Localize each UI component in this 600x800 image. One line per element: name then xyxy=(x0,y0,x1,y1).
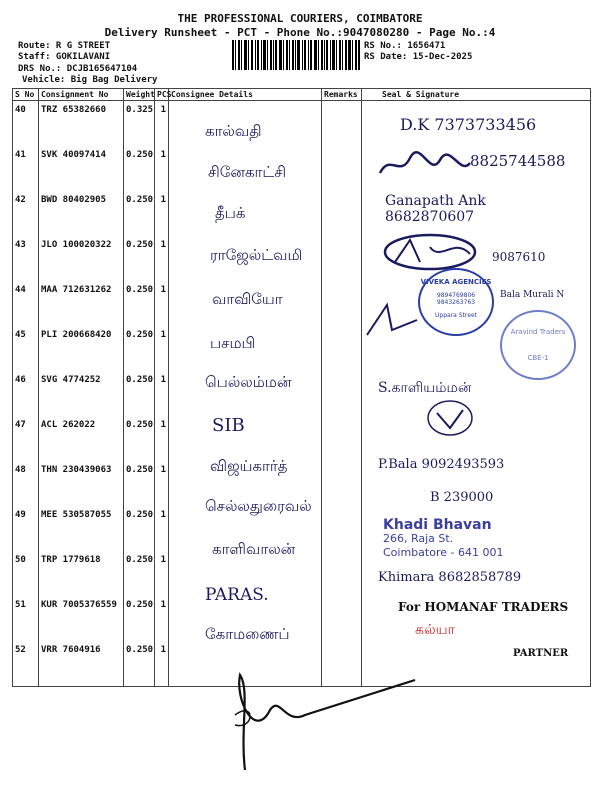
barcode xyxy=(232,40,360,70)
row-pcs: 1 xyxy=(155,551,169,596)
row-remarks xyxy=(322,506,362,551)
runsheet-table xyxy=(12,88,591,687)
row-consignment-no: MEE 530587055 xyxy=(39,506,124,551)
row-pcs: 1 xyxy=(155,461,169,506)
staff-label: Staff: GOKILAVANI xyxy=(18,52,111,62)
row-consignment-no: THN 230439063 xyxy=(39,461,124,506)
signature-51: Khimara 8682858789 xyxy=(378,570,522,585)
row-weight: 0.325 xyxy=(124,101,155,147)
row-weight: 0.250 xyxy=(124,236,155,281)
company-title: THE PROFESSIONAL COURIERS, COIMBATORE xyxy=(177,12,423,25)
row-weight: 0.250 xyxy=(124,371,155,416)
row-weight: 0.250 xyxy=(124,641,155,687)
table-row xyxy=(13,416,591,461)
handwritten-name-45: பசமபி xyxy=(210,334,256,352)
signature-48: P.Bala 9092493593 xyxy=(378,457,505,472)
signature-44: Bala Murali N xyxy=(500,290,565,300)
viveka-agencies-stamp: VIVEKA AGENCIES 9894769806 9843263763 Uppara Street xyxy=(418,268,494,336)
row-seal-signature xyxy=(362,416,591,461)
table-row xyxy=(13,371,591,416)
row-remarks xyxy=(322,101,362,147)
row-sno: 49 xyxy=(13,506,39,551)
col-header-remarks: Remarks xyxy=(322,89,362,101)
table-row xyxy=(13,281,591,326)
row-consignment-no: SVG 4774252 xyxy=(39,371,124,416)
row-weight: 0.250 xyxy=(124,191,155,236)
supervisor-signature xyxy=(215,670,445,780)
row-remarks xyxy=(322,416,362,461)
handwritten-name-52: கோமணைப் xyxy=(205,625,290,643)
row-weight: 0.250 xyxy=(124,281,155,326)
row-remarks xyxy=(322,326,362,371)
row-consignment-no: TRZ 65382660 xyxy=(39,101,124,147)
signature-52: கல்யா xyxy=(415,622,455,638)
runsheet-subtitle: Delivery Runsheet - PCT - Phone No.:9047080280 - Page No.:4 xyxy=(104,26,496,39)
row-remarks xyxy=(322,191,362,236)
handwritten-name-41: சினேகாட்சி xyxy=(208,163,287,181)
row-pcs: 1 xyxy=(155,596,169,641)
handwritten-name-43: ராஜேல்ட்வமி xyxy=(210,246,303,264)
row-sno: 45 xyxy=(13,326,39,371)
handwritten-name-44: வாவியோ xyxy=(212,290,283,308)
row-consignment-no: KUR 7005376559 xyxy=(39,596,124,641)
row-consignment-no: JLO 100020322 xyxy=(39,236,124,281)
signature-42: Ganapath Ank 8682870607 xyxy=(385,193,486,225)
signature-49: B 239000 xyxy=(430,490,494,505)
row-weight: 0.250 xyxy=(124,416,155,461)
row-consignment-no: TRP 1779618 xyxy=(39,551,124,596)
signature-40: D.K 7373733456 xyxy=(400,115,537,134)
row-sno: 40 xyxy=(13,101,39,147)
row-consignment-no: BWD 80402905 xyxy=(39,191,124,236)
row-pcs: 1 xyxy=(155,281,169,326)
row-consignment-no: PLI 200668420 xyxy=(39,326,124,371)
col-header-sno: S No xyxy=(13,89,39,101)
homanaf-traders-stamp: For HOMANAF TRADERS xyxy=(398,600,569,614)
vehicle-label: Vehicle: Big Bag Delivery xyxy=(22,75,158,85)
row-weight: 0.250 xyxy=(124,551,155,596)
handwritten-name-49: செல்லதுரைவல் xyxy=(205,497,312,515)
col-header-seal: Seal & Signature xyxy=(362,89,591,101)
row-pcs: 1 xyxy=(155,371,169,416)
row-remarks xyxy=(322,461,362,506)
row-sno: 43 xyxy=(13,236,39,281)
row-weight: 0.250 xyxy=(124,326,155,371)
signature-47 xyxy=(425,398,475,438)
row-pcs: 1 xyxy=(155,146,169,191)
row-sno: 42 xyxy=(13,191,39,236)
row-sno: 48 xyxy=(13,461,39,506)
row-sno: 52 xyxy=(13,641,39,687)
khadi-bhavan-stamp: Khadi Bhavan 266, Raja St. Coimbatore - 641 001 xyxy=(383,517,504,559)
handwritten-name-47: SIB xyxy=(212,415,245,436)
row-pcs: 1 xyxy=(155,506,169,551)
row-pcs: 1 xyxy=(155,326,169,371)
handwritten-name-48: விஜய்கார்த் xyxy=(210,457,288,475)
row-weight: 0.250 xyxy=(124,461,155,506)
drs-label: DRS No.: DCJB165647104 xyxy=(18,64,138,74)
row-pcs: 1 xyxy=(155,641,169,687)
row-remarks xyxy=(322,551,362,596)
row-sno: 47 xyxy=(13,416,39,461)
row-remarks xyxy=(322,596,362,641)
row-pcs: 1 xyxy=(155,191,169,236)
row-consignment-no: VRR 7604916 xyxy=(39,641,124,687)
rs-no-label: RS No.: 1656471 xyxy=(364,41,446,51)
row-pcs: 1 xyxy=(155,236,169,281)
row-remarks xyxy=(322,281,362,326)
route-label: Route: R G STREET xyxy=(18,41,111,51)
row-consignment-no: ACL 262022 xyxy=(39,416,124,461)
row-consignment-no: MAA 712631262 xyxy=(39,281,124,326)
row-consignment-no: SVK 40097414 xyxy=(39,146,124,191)
row-consignee-details xyxy=(169,416,322,461)
row-pcs: 1 xyxy=(155,416,169,461)
signature-41 xyxy=(375,148,475,184)
row-weight: 0.250 xyxy=(124,596,155,641)
col-header-weight: Weight xyxy=(124,89,155,101)
handwritten-name-40: கால்வதி xyxy=(205,122,262,140)
traders-stamp: Aravind Traders CBE-1 xyxy=(500,310,576,380)
row-weight: 0.250 xyxy=(124,146,155,191)
row-sno: 46 xyxy=(13,371,39,416)
col-header-consignee: Consignee Details xyxy=(169,89,322,101)
table-header-row xyxy=(13,89,591,101)
handwritten-name-46: பெல்லம்மன் xyxy=(205,373,292,391)
signature-46: S.காளியம்மன் xyxy=(378,380,472,396)
signature-45 xyxy=(362,300,422,340)
signature-43 xyxy=(380,232,490,272)
row-remarks xyxy=(322,236,362,281)
col-header-pcs: PCS xyxy=(155,89,169,101)
row-pcs: 1 xyxy=(155,101,169,147)
handwritten-name-42: தீபக் xyxy=(215,204,246,222)
row-remarks xyxy=(322,146,362,191)
row-sno: 41 xyxy=(13,146,39,191)
handwritten-name-50: காளிவாலன் xyxy=(212,540,296,558)
row-weight: 0.250 xyxy=(124,506,155,551)
col-header-consignment: Consignment No xyxy=(39,89,124,101)
signature-43-phone: 9087610 xyxy=(492,250,546,264)
row-sno: 51 xyxy=(13,596,39,641)
rs-date-label: RS Date: 15-Dec-2025 xyxy=(364,52,473,62)
row-sno: 44 xyxy=(13,281,39,326)
signature-41-phone: 8825744588 xyxy=(470,152,566,170)
handwritten-name-51: PARAS. xyxy=(205,585,269,605)
row-sno: 50 xyxy=(13,551,39,596)
partner-stamp: PARTNER xyxy=(513,648,569,659)
row-remarks xyxy=(322,371,362,416)
